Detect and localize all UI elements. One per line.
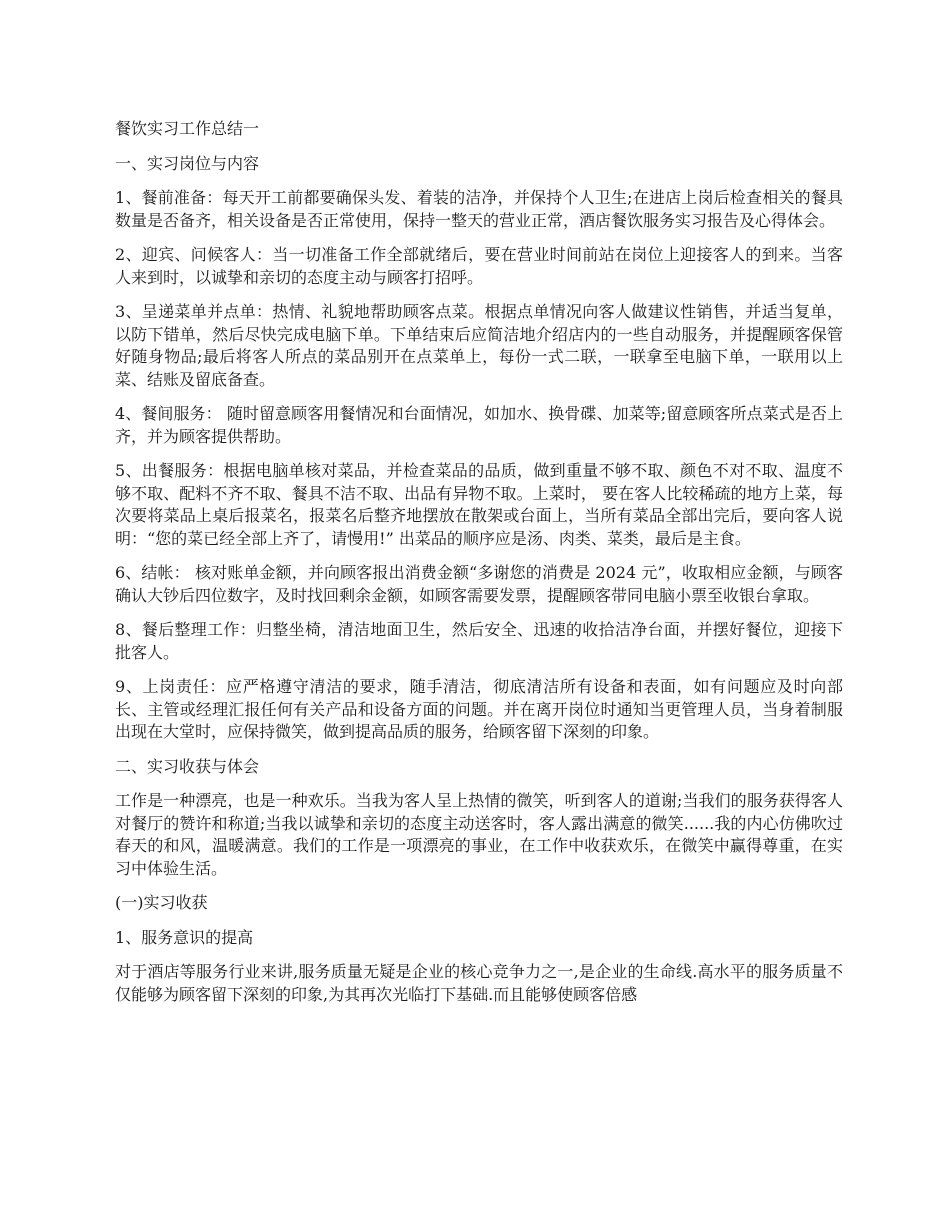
list-item: 5、出餐服务：根据电脑单核对菜品，并检查菜品的品质，做到重量不够不取、颜色不对不取、温度不够不取、配料不齐不取、餐具不洁不取、出品有异物不取。上菜时， 要在客人比较稀疏的地方上菜，每次要将菜品上桌后报菜名，报菜名后整齐地摆放在散架或台面上，当所有菜品全部出完后，要向客人说明：“您的菜已经全部上齐了，请慢用!” 出菜品的顺序应是汤、肉类、菜类，最后是主食。 bbox=[115, 461, 843, 548]
list-item: 1、餐前准备：每天开工前都要确保头发、着装的洁净，并保持个人卫生;在进店上岗后检查相关的餐具数量是否备齐，相关设备是否正常使用，保持一整天的营业正常，酒店餐饮服务实习报告及心得体会。 bbox=[115, 188, 843, 230]
subsection-heading: (一)实习收获 bbox=[115, 893, 208, 912]
document-title: 餐饮实习工作总结一 bbox=[115, 119, 260, 138]
section-heading-1: 一、实习岗位与内容 bbox=[115, 153, 260, 173]
list-item: 3、呈递菜单并点单：热情、礼貌地帮助顾客点菜。根据点单情况向客人做建议性销售，并适当复单，以防下错单，然后尽快完成电脑下单。下单结束后应简洁地介绍店内的一些自动服务，并提醒顾客保管好随身物品;最后将客人所点的菜品别开在点菜单上，每份一式二联，一联拿至电脑下单，一联用以上菜、结账及留底备查。 bbox=[115, 302, 843, 389]
list-item: 4、餐间服务： 随时留意顾客用餐情况和台面情况，如加水、换骨碟、加菜等;留意顾客所点菜式是否上齐，并为顾客提供帮助。 bbox=[115, 404, 843, 446]
body-paragraph: 对于酒店等服务行业来讲,服务质量无疑是企业的核心竞争力之一,是企业的生命线.高水平的服务质量不仅能够为顾客留下深刻的印象,为其再次光临打下基础.而且能够使顾客倍感 bbox=[115, 962, 843, 1004]
list-item: 8、餐后整理工作：归整坐椅，清洁地面卫生，然后安全、迅速的收拾洁净台面，并摆好餐位，迎接下批客人。 bbox=[115, 620, 843, 662]
sub-item-heading: 1、服务意识的提高 bbox=[115, 927, 254, 947]
document-page bbox=[115, 118, 843, 1018]
section-heading-2: 二、实习收获与体会 bbox=[115, 756, 260, 776]
list-item: 6、结帐： 核对账单金额，并向顾客报出消费金额“多谢您的消费是 2024 元”，收取相应金额，与顾客确认大钞后四位数字，及时找回剩余金额，如顾客需要发票，提醒顾客带同电脑小票至收银台拿取。 bbox=[115, 563, 843, 605]
body-paragraph: 工作是一种漂亮，也是一种欢乐。当我为客人呈上热情的微笑，听到客人的道谢;当我们的服务获得客人对餐厅的赞许和称道;当我以诚挚和亲切的态度主动送客时，客人露出满意的微笑......我的内心仿佛吹过春天的和风，温暖满意。我们的工作是一项漂亮的事业，在工作中收获欢乐，在微笑中赢得尊重，在实习中体验生活。 bbox=[115, 791, 843, 878]
list-item: 9、上岗责任：应严格遵守清洁的要求，随手清洁，彻底清洁所有设备和表面，如有问题应及时向部长、主管或经理汇报任何有关产品和设备方面的问题。并在离开岗位时通知当更管理人员，当身着制服出现在大堂时，应保持微笑，做到提高品质的服务，给顾客留下深刻的印象。 bbox=[115, 677, 843, 741]
list-item: 2、迎宾、问候客人：当一切准备工作全部就绪后，要在营业时间前站在岗位上迎接客人的到来。当客人来到时，以诚挚和亲切的态度主动与顾客打招呼。 bbox=[115, 245, 843, 287]
